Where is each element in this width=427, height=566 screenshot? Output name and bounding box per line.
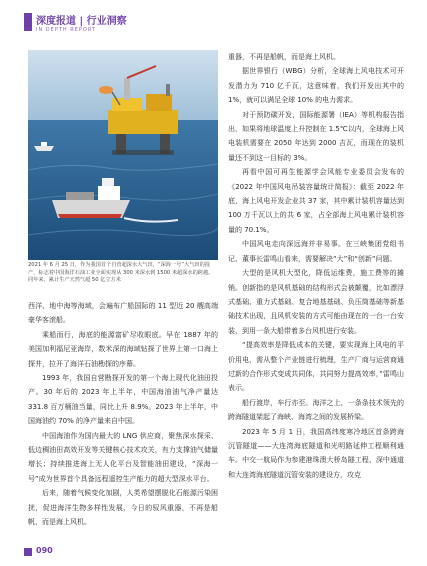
section-subtitle: IN DEPTH REPORT bbox=[36, 27, 96, 33]
paragraph: 中国风电走向深远海并非易事。在三峡集团党组书记、董事长雷鸣山看来，需要解决“大”和“创新”问题。 bbox=[228, 240, 404, 263]
right-column-text bbox=[228, 50, 404, 482]
paragraph: 中国海油作为国内最大的 LNG 供应商，聚焦深水探采、低边稠油田高效开发等关键核心技术攻关，有力支撑油气储量增长；持续推进海上无人化平台及智能油田建设，“深海一号”成为世界首个具备远程遥控生产能力的超大型深水平台。 bbox=[28, 431, 218, 483]
paragraph: 乘船而行，海底的能源富矿尽收眼底。早在 1887 年的美国加利福尼亚海岸，数米深的海域钻探了世界上第一口海上探井，拉开了海洋石油勘探的序幕。 bbox=[28, 330, 218, 368]
page-number-marker bbox=[24, 548, 32, 556]
section-color-bar bbox=[24, 13, 32, 31]
paragraph: 后来，随着气候变化加剧，人类希望摆脱化石能源污染困扰，促进海洋生物多样性发展，今日的驭风重器，不再是船帆，而是海上风机。 bbox=[28, 489, 218, 527]
photo-caption: 2021 年 6 月 25 日，作为我国首个自营超深水大气田，“深海一号”大气田的投产，标志着中国海洋石油工业全面实现从 300 米深水到 1500 米超深水的跨越。同年来，累计生产天然气超 50 亿立方米 bbox=[28, 262, 214, 283]
left-column-text bbox=[28, 299, 218, 530]
paragraph: 对于预防碳开发，国际能源署（IEA）等机构报告指出，如果将地球温度上升控制在 1.5℃以内，全球海上风电装机需要在 2050 年达到 2000 吉瓦，而现在的装机量还不到这一目标的 3%。 bbox=[228, 110, 404, 162]
section-title: 深度报道 | 行业洞察 bbox=[36, 16, 127, 27]
paragraph: 2023 年 5 月 1 日，我国高纬度寒冷地区首条跨海沉管隧道——大连湾海底隧道和光明路延伸工程顺利通车。中交一航局作为参建港珠澳大桥岛隧工程、深中通道和大连湾海底隧道沉管安装的建设方，攻克 bbox=[228, 427, 404, 479]
offshore-platform-photo bbox=[28, 50, 218, 260]
paragraph: “提高效率是降低成本的关键，要实现海上风电的平价用电，需从整个产业链进行梳理，生产厂商与运营商通过新的合作形式变成共同体，共同努力提高效率，”雷鸣山表示。 bbox=[228, 341, 404, 393]
paragraph: 1993 年，我国自营勘探开发的第一个海上现代化油田投产。30 年后的 2023 年上半年，中国海油油气净产量达 331.8 百万桶油当量，同比上升 8.9%。2023 年上半年，中国海油约 70% 的净产量来自中国。 bbox=[28, 374, 218, 426]
paragraph: 重器，不再是船帆，而是海上风机。 bbox=[228, 53, 340, 61]
paragraph: 大型的是风机大型化，降低运维费，施工费等的摊销。创新指的是风机基础的结构形式会被颠覆，比如漂浮式基础、重力式基础、复合地基基础、负压筒基础等新基础技术出现，且风机安装的方式可能由现在的一台一台安装，到用一条大船带着多台风机进行安装。 bbox=[228, 269, 404, 335]
paragraph: 船行渡岸，车行亦至。海洋之上，一条条技术领先的跨海隧道架起了海峡、海湾之间的发展桥梁。 bbox=[228, 398, 404, 422]
paragraph: 西洋、地中海等海域，会遍布广船国际的 11 型近 20 艘高端豪华客滚船。 bbox=[28, 302, 218, 325]
paragraph: 据世界银行（WBG）分析，全球海上风电技术可开发潜力为 710 亿千瓦，这意味着，我们开发出其中的 1%，就可以满足全球 10% 的电力需求。 bbox=[228, 67, 404, 105]
page-number: 090 bbox=[36, 546, 53, 555]
paragraph: 再看中国可再生能源学会风能专业委员会发布的《2022 年中国风电吊装容量统计简报》：截至 2022 年底，海上风电开发企业共 37 家，其中累计装机容量达到 100 万千瓦以上的共 6 家，占全部海上风电累计装机容量的 70.1%。 bbox=[228, 168, 404, 234]
